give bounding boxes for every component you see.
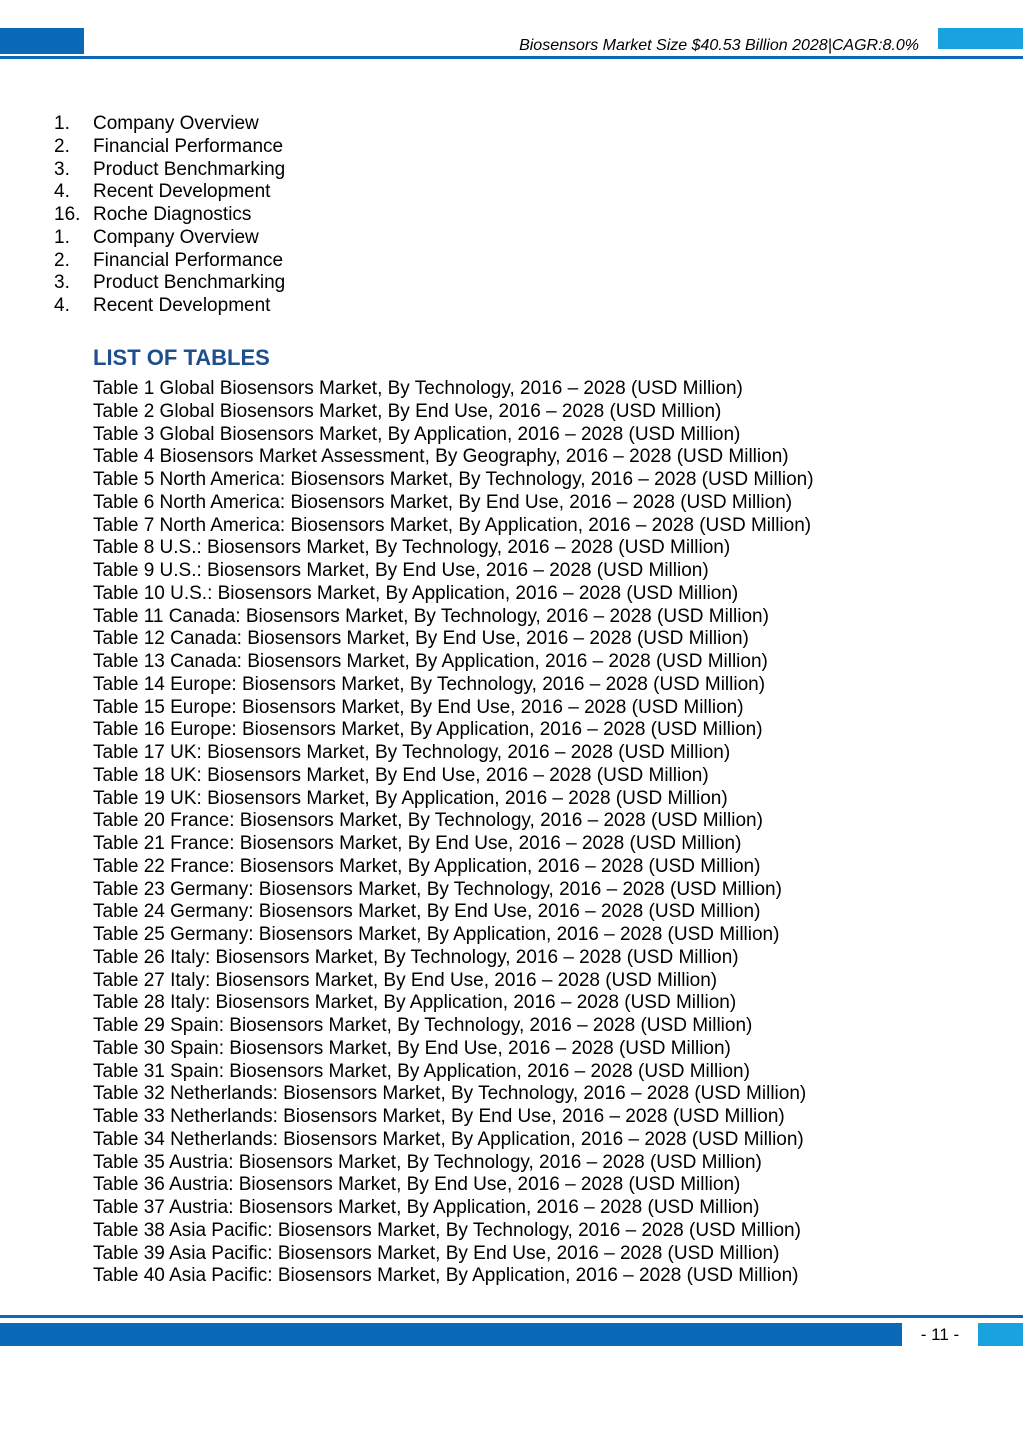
footer-accent-bar-right: [978, 1323, 1023, 1346]
toc-item: [54, 295, 285, 318]
table-list-item: Table 22 France: Biosensors Market, By Application, 2016 – 2028 (USD Million): [93, 855, 761, 877]
toc-item-label: Company Overview: [93, 226, 259, 248]
table-list-item: Table 39 Asia Pacific: Biosensors Market, By End Use, 2016 – 2028 (USD Million): [93, 1242, 780, 1264]
toc-item: [54, 204, 285, 227]
toc-item-number: 4.: [54, 181, 70, 203]
toc-item-number: 2.: [54, 249, 70, 271]
table-list-item: Table 10 U.S.: Biosensors Market, By Application, 2016 – 2028 (USD Million): [93, 582, 739, 604]
header-rule: [0, 56, 1023, 59]
table-list-item: Table 12 Canada: Biosensors Market, By End Use, 2016 – 2028 (USD Million): [93, 628, 749, 650]
page-number: - 11 -: [920, 1325, 960, 1344]
header-title: Biosensors Market Size $40.53 Billion 2028|CAGR:8.0%: [519, 37, 919, 54]
table-list-item: Table 37 Austria: Biosensors Market, By Application, 2016 – 2028 (USD Million): [93, 1197, 760, 1218]
table-list-item: Table 16 Europe: Biosensors Market, By Application, 2016 – 2028 (USD Million): [93, 719, 763, 741]
table-list-item: Table 13 Canada: Biosensors Market, By Application, 2016 – 2028 (USD Million): [93, 651, 768, 672]
table-list-item: Table 1 Global Biosensors Market, By Technology, 2016 – 2028 (USD Million): [93, 378, 743, 399]
toc-item-number: 3.: [54, 272, 70, 294]
tables-list: [93, 378, 814, 1288]
footer-accent-bar-left: [0, 1323, 902, 1346]
toc-item-label: Financial Performance: [93, 249, 284, 271]
toc-item-label: Product Benchmarking: [93, 158, 286, 180]
toc-item-number: 1.: [54, 113, 70, 134]
toc-item: [54, 113, 285, 136]
toc-item-label: Roche Diagnostics: [93, 204, 252, 225]
table-list-item: Table 18 UK: Biosensors Market, By End Use, 2016 – 2028 (USD Million): [93, 764, 709, 786]
table-list-item: Table 11 Canada: Biosensors Market, By Technology, 2016 – 2028 (USD Million): [93, 605, 769, 627]
table-list-item: Table 23 Germany: Biosensors Market, By Technology, 2016 – 2028 (USD Million): [93, 878, 782, 900]
header-accent-block-left: [0, 28, 84, 54]
table-list-item: Table 2 Global Biosensors Market, By End Use, 2016 – 2028 (USD Million): [93, 400, 722, 422]
table-list-item: Table 20 France: Biosensors Market, By Technology, 2016 – 2028 (USD Million): [93, 810, 763, 832]
toc-item: [54, 250, 285, 273]
table-list-item: Table 8 U.S.: Biosensors Market, By Technology, 2016 – 2028 (USD Million): [93, 537, 731, 559]
toc-item-label: Financial Performance: [93, 135, 284, 157]
table-list-item: Table 4 Biosensors Market Assessment, By Geography, 2016 – 2028 (USD Million): [93, 446, 789, 468]
table-list-item: Table 30 Spain: Biosensors Market, By End Use, 2016 – 2028 (USD Million): [93, 1037, 731, 1059]
toc-list: [54, 113, 285, 318]
table-list-item: Table 9 U.S.: Biosensors Market, By End Use, 2016 – 2028 (USD Million): [93, 560, 709, 581]
table-list-item: Table 26 Italy: Biosensors Market, By Technology, 2016 – 2028 (USD Million): [93, 946, 739, 968]
toc-item: [54, 136, 285, 159]
table-list-item: Table 7 North America: Biosensors Market, By Application, 2016 – 2028 (USD Million): [93, 514, 812, 536]
toc-item-number: 3.: [54, 158, 70, 180]
table-list-item: Table 3 Global Biosensors Market, By Application, 2016 – 2028 (USD Million): [93, 423, 741, 445]
list-of-tables-heading: LIST OF TABLES: [93, 345, 270, 370]
toc-item: [54, 181, 285, 204]
table-list-item: Table 35 Austria: Biosensors Market, By Technology, 2016 – 2028 (USD Million): [93, 1151, 762, 1173]
table-list-item: Table 32 Netherlands: Biosensors Market, By Technology, 2016 – 2028 (USD Million): [93, 1083, 807, 1105]
table-list-item: Table 33 Netherlands: Biosensors Market, By End Use, 2016 – 2028 (USD Million): [93, 1106, 785, 1127]
toc-item: [54, 159, 285, 182]
table-list-item: Table 29 Spain: Biosensors Market, By Technology, 2016 – 2028 (USD Million): [93, 1015, 753, 1036]
toc-item: [54, 227, 285, 250]
toc-item: [54, 272, 285, 295]
table-list-item: Table 27 Italy: Biosensors Market, By End Use, 2016 – 2028 (USD Million): [93, 969, 718, 991]
table-list-item: Table 31 Spain: Biosensors Market, By Application, 2016 – 2028 (USD Million): [93, 1060, 750, 1082]
table-list-item: Table 15 Europe: Biosensors Market, By End Use, 2016 – 2028 (USD Million): [93, 696, 744, 718]
table-list-item: Table 36 Austria: Biosensors Market, By End Use, 2016 – 2028 (USD Million): [93, 1174, 741, 1196]
table-list-item: Table 40 Asia Pacific: Biosensors Market, By Application, 2016 – 2028 (USD Million): [93, 1265, 799, 1287]
table-list-item: Table 25 Germany: Biosensors Market, By Application, 2016 – 2028 (USD Million): [93, 924, 780, 945]
header-accent-block-right: [938, 28, 1023, 49]
table-list-item: Table 17 UK: Biosensors Market, By Technology, 2016 – 2028 (USD Million): [93, 742, 731, 763]
table-list-item: Table 14 Europe: Biosensors Market, By Technology, 2016 – 2028 (USD Million): [93, 673, 766, 695]
table-list-item: Table 28 Italy: Biosensors Market, By Application, 2016 – 2028 (USD Million): [93, 992, 737, 1014]
table-list-item: Table 38 Asia Pacific: Biosensors Market, By Technology, 2016 – 2028 (USD Million): [93, 1219, 801, 1241]
toc-item-label: Recent Development: [93, 295, 271, 316]
toc-item-label: Company Overview: [93, 113, 259, 134]
toc-item-label: Product Benchmarking: [93, 272, 286, 294]
table-list-item: Table 19 UK: Biosensors Market, By Application, 2016 – 2028 (USD Million): [93, 787, 728, 809]
table-list-item: Table 5 North America: Biosensors Market, By Technology, 2016 – 2028 (USD Million): [93, 469, 814, 490]
table-list-item: Table 24 Germany: Biosensors Market, By End Use, 2016 – 2028 (USD Million): [93, 901, 761, 923]
table-list-item: Table 21 France: Biosensors Market, By End Use, 2016 – 2028 (USD Million): [93, 833, 742, 854]
table-list-item: Table 6 North America: Biosensors Market, By End Use, 2016 – 2028 (USD Million): [93, 491, 793, 513]
toc-item-label: Recent Development: [93, 181, 271, 203]
toc-item-number: 1.: [54, 226, 70, 248]
footer-rule: [0, 1315, 1023, 1318]
toc-item-number: 4.: [54, 295, 70, 316]
toc-item-number: 16.: [54, 204, 81, 225]
table-list-item: Table 34 Netherlands: Biosensors Market, By Application, 2016 – 2028 (USD Million): [93, 1128, 804, 1150]
toc-item-number: 2.: [54, 135, 70, 157]
